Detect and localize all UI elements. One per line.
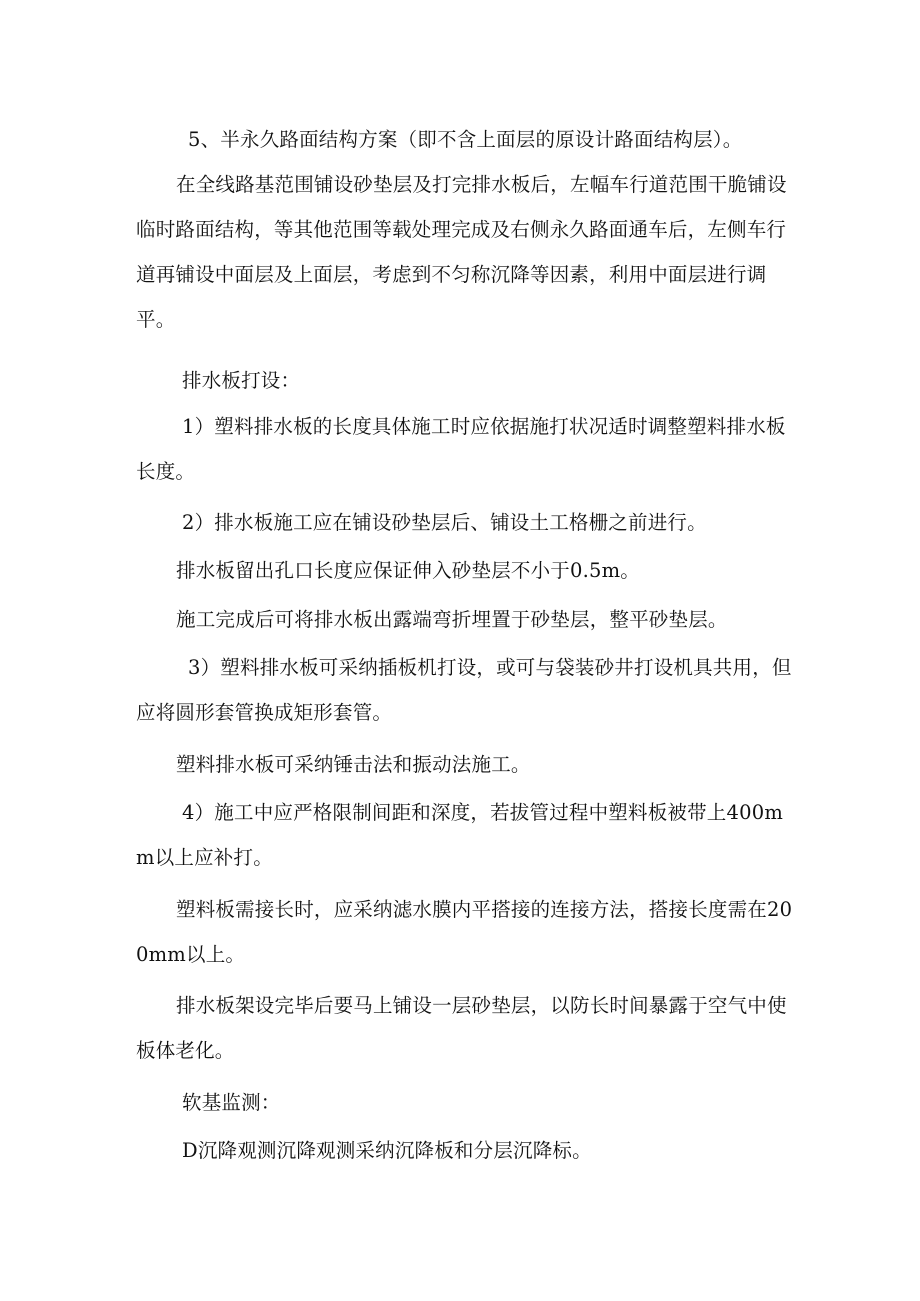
paragraph-construction-methods: 塑料排水板可采纳锤击法和振动法施工。 — [176, 753, 531, 776]
paragraph-item-4: 4）施工中应严格限制间距和深度，若拔管过程中塑料板被带上400mm以上应补打。 — [136, 801, 784, 869]
paragraph-splicing: 塑料板需接长时，应采纳滤水膜内平搭接的连接方法，搭接长度需在200mm以上。 — [136, 898, 793, 966]
paragraph-item-3: 3）塑料排水板可采纳插板机打设，或可与袋装砂井打设机具共用，但应将圆形套管换成矩形套管。 — [136, 656, 792, 724]
paragraph-item-1: 1）塑料排水板的长度具体施工时应依据施打状况适时调整塑料排水板长度。 — [136, 415, 786, 483]
paragraph-after-construction: 施工完成后可将排水板出露端弯折埋置于砂垫层，整平砂垫层。 — [176, 608, 728, 631]
paragraph-sand-cushion: 排水板架设完毕后要马上铺设一层砂垫层，以防长时间暴露于空气中使板体老化。 — [136, 994, 787, 1062]
section-heading-semi-permanent-pavement: 5、半永久路面结构方案（即不含上面层的原设计路面结构层）。 — [188, 128, 743, 151]
paragraph-item-2: 2）排水板施工应在铺设砂垫层后、铺设土工格栅之前进行。 — [182, 511, 707, 534]
paragraph-pavement-plan: 在全线路基范围铺设砂垫层及打完排水板后，左幅车行道范围干脆铺设临时路面结构，等其他范围等载处理完成及右侧永久路面通车后，左侧车行道再铺设中面层及上面层，考虑到不匀称沉降等因素，利用中面层进行调平。 — [136, 173, 787, 331]
paragraph-settlement-observation: D沉降观测沉降观测采纳沉降板和分层沉降标。 — [182, 1139, 592, 1162]
subheading-drainage-board-installation: 排水板打设： — [182, 369, 301, 392]
subheading-soft-foundation-monitoring: 软基监测： — [182, 1091, 281, 1114]
paragraph-hole-length: 排水板留出孔口长度应保证伸入砂垫层不小于0.5m。 — [176, 559, 641, 582]
